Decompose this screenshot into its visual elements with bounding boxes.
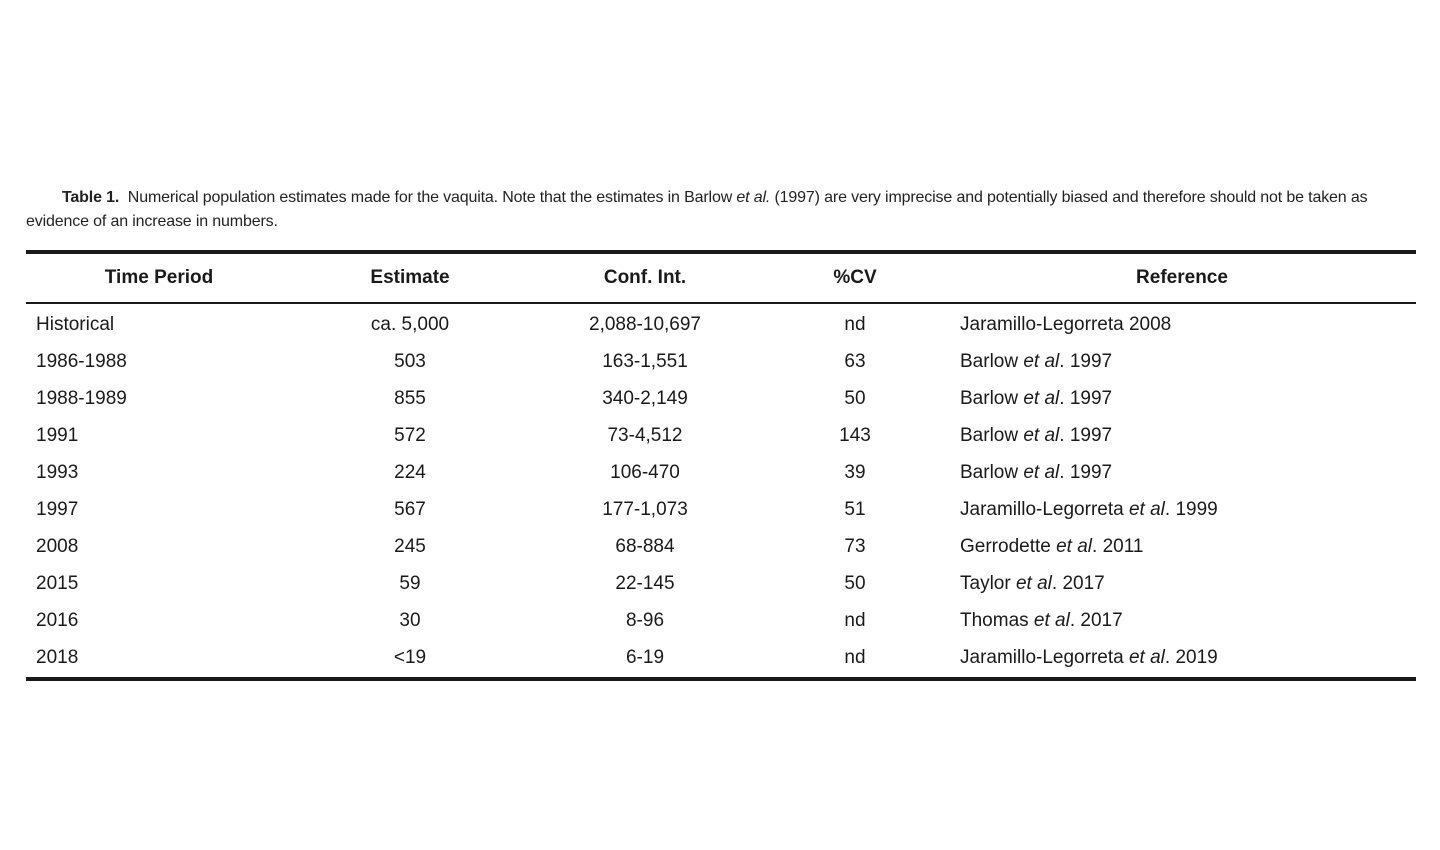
header-conf-int: Conf. Int. bbox=[603, 267, 687, 288]
ref-etal: et al bbox=[1015, 573, 1052, 595]
ref-author: Barlow bbox=[960, 350, 1024, 372]
cell-conf-int: 177-1,073 bbox=[602, 499, 688, 521]
cell-reference bbox=[948, 499, 1416, 521]
cell-conf-int: 22-145 bbox=[615, 573, 675, 595]
header-cv: %CV bbox=[833, 267, 877, 288]
ref-author: Barlow bbox=[960, 387, 1024, 409]
cell-cv: nd bbox=[844, 647, 866, 669]
cell-reference bbox=[948, 610, 1416, 632]
cell-cv: 50 bbox=[844, 387, 866, 409]
cell-period: 1988-1989 bbox=[36, 387, 127, 409]
cell-conf-int: 68-884 bbox=[615, 536, 675, 558]
header-reference: Reference bbox=[1136, 267, 1228, 288]
ref-year: . 2017 bbox=[1069, 610, 1123, 632]
cell-estimate: 855 bbox=[394, 387, 426, 409]
table-row bbox=[26, 529, 1416, 566]
table-row bbox=[26, 566, 1416, 603]
cell-cv: 73 bbox=[844, 536, 866, 558]
ref-year: . 2011 bbox=[1092, 536, 1144, 558]
table-row bbox=[26, 454, 1416, 491]
cell-period: 1993 bbox=[36, 461, 79, 483]
cell-reference bbox=[948, 573, 1416, 595]
cell-estimate: <19 bbox=[393, 647, 427, 669]
cell-reference bbox=[948, 536, 1416, 558]
ref-etal: et al bbox=[1128, 647, 1165, 669]
table-row bbox=[26, 603, 1416, 640]
cell-cv: 143 bbox=[839, 424, 871, 446]
cell-conf-int: 73-4,512 bbox=[607, 424, 683, 446]
ref-author: Gerrodette bbox=[960, 536, 1057, 558]
header-estimate: Estimate bbox=[370, 267, 450, 288]
ref-author: Barlow bbox=[960, 424, 1024, 446]
table-header-rule bbox=[26, 302, 1416, 304]
cell-conf-int: 2,088-10,697 bbox=[589, 313, 701, 335]
ref-year: . 2017 bbox=[1051, 573, 1105, 595]
ref-year: . 2019 bbox=[1164, 647, 1218, 669]
ref-author: Thomas bbox=[960, 610, 1034, 632]
cell-estimate: 572 bbox=[394, 424, 426, 446]
cell-estimate: 224 bbox=[394, 461, 426, 483]
ref-year: . 1997 bbox=[1059, 424, 1113, 446]
ref-year: . 1997 bbox=[1059, 461, 1113, 483]
ref-etal: et al bbox=[1033, 610, 1070, 632]
table-row bbox=[26, 417, 1416, 454]
cell-cv: nd bbox=[844, 610, 866, 632]
ref-author: Barlow bbox=[960, 461, 1024, 483]
cell-period: Historical bbox=[36, 313, 115, 335]
caption-text-part2: (1997) are very imprecise and potentially biased and therefore should not be taken as evidence of an increase in numbers. bbox=[26, 189, 1368, 230]
ref-etal: et al bbox=[1128, 499, 1165, 521]
cell-conf-int: 106-470 bbox=[610, 461, 680, 483]
ref-author: Jaramillo-Legorreta 2008 bbox=[960, 313, 1172, 335]
cell-cv: 63 bbox=[844, 350, 866, 372]
cell-reference bbox=[948, 462, 1416, 484]
cell-cv: 50 bbox=[844, 573, 866, 595]
cell-cv: 39 bbox=[844, 461, 866, 483]
cell-period: 2016 bbox=[36, 610, 79, 632]
cell-reference bbox=[948, 351, 1416, 373]
caption-text-italic: et al. bbox=[736, 189, 771, 206]
ref-year: . 1997 bbox=[1059, 387, 1113, 409]
ref-etal: et al bbox=[1023, 387, 1060, 409]
cell-conf-int: 8-96 bbox=[625, 610, 665, 632]
cell-estimate: 59 bbox=[399, 573, 421, 595]
cell-estimate: 30 bbox=[399, 610, 421, 632]
ref-author: Jaramillo-Legorreta bbox=[960, 499, 1129, 521]
table-caption bbox=[26, 186, 1422, 234]
cell-estimate: ca. 5,000 bbox=[370, 313, 450, 335]
cell-cv: 51 bbox=[844, 499, 866, 521]
ref-year: . 1999 bbox=[1164, 499, 1218, 521]
cell-conf-int: 340-2,149 bbox=[602, 387, 688, 409]
cell-reference bbox=[948, 425, 1416, 447]
ref-author: Jaramillo-Legorreta bbox=[960, 647, 1129, 669]
cell-estimate: 503 bbox=[394, 350, 426, 372]
cell-conf-int: 163-1,551 bbox=[602, 350, 688, 372]
cell-conf-int: 6-19 bbox=[625, 647, 665, 669]
ref-etal: et al bbox=[1023, 461, 1060, 483]
table-row bbox=[26, 380, 1416, 417]
header-time-period: Time Period bbox=[104, 267, 214, 288]
cell-period: 2008 bbox=[36, 536, 79, 558]
table-row bbox=[26, 306, 1416, 343]
cell-period: 2015 bbox=[36, 573, 79, 595]
cell-period: 1997 bbox=[36, 499, 79, 521]
table-row bbox=[26, 343, 1416, 380]
cell-period: 1991 bbox=[36, 424, 79, 446]
cell-reference bbox=[948, 388, 1416, 410]
ref-author: Taylor bbox=[960, 573, 1016, 595]
table-row bbox=[26, 491, 1416, 528]
caption-text-part1: Numerical population estimates made for the vaquita. Note that the estimates in Barlow bbox=[127, 189, 737, 206]
population-table bbox=[26, 250, 1416, 681]
ref-etal: et al bbox=[1023, 350, 1060, 372]
table-bottom-rule bbox=[26, 677, 1416, 681]
ref-etal: et al bbox=[1023, 424, 1060, 446]
ref-etal: et al bbox=[1056, 536, 1093, 558]
caption-label: Table 1. bbox=[62, 189, 120, 206]
cell-cv: nd bbox=[844, 313, 866, 335]
table-header-row bbox=[26, 254, 1416, 302]
cell-reference bbox=[948, 314, 1416, 336]
cell-estimate: 567 bbox=[394, 499, 426, 521]
cell-period: 2018 bbox=[36, 647, 79, 669]
cell-reference bbox=[948, 647, 1416, 669]
ref-year: . 1997 bbox=[1059, 350, 1113, 372]
table-row bbox=[26, 640, 1416, 677]
cell-period: 1986-1988 bbox=[36, 350, 127, 372]
cell-estimate: 245 bbox=[394, 536, 426, 558]
